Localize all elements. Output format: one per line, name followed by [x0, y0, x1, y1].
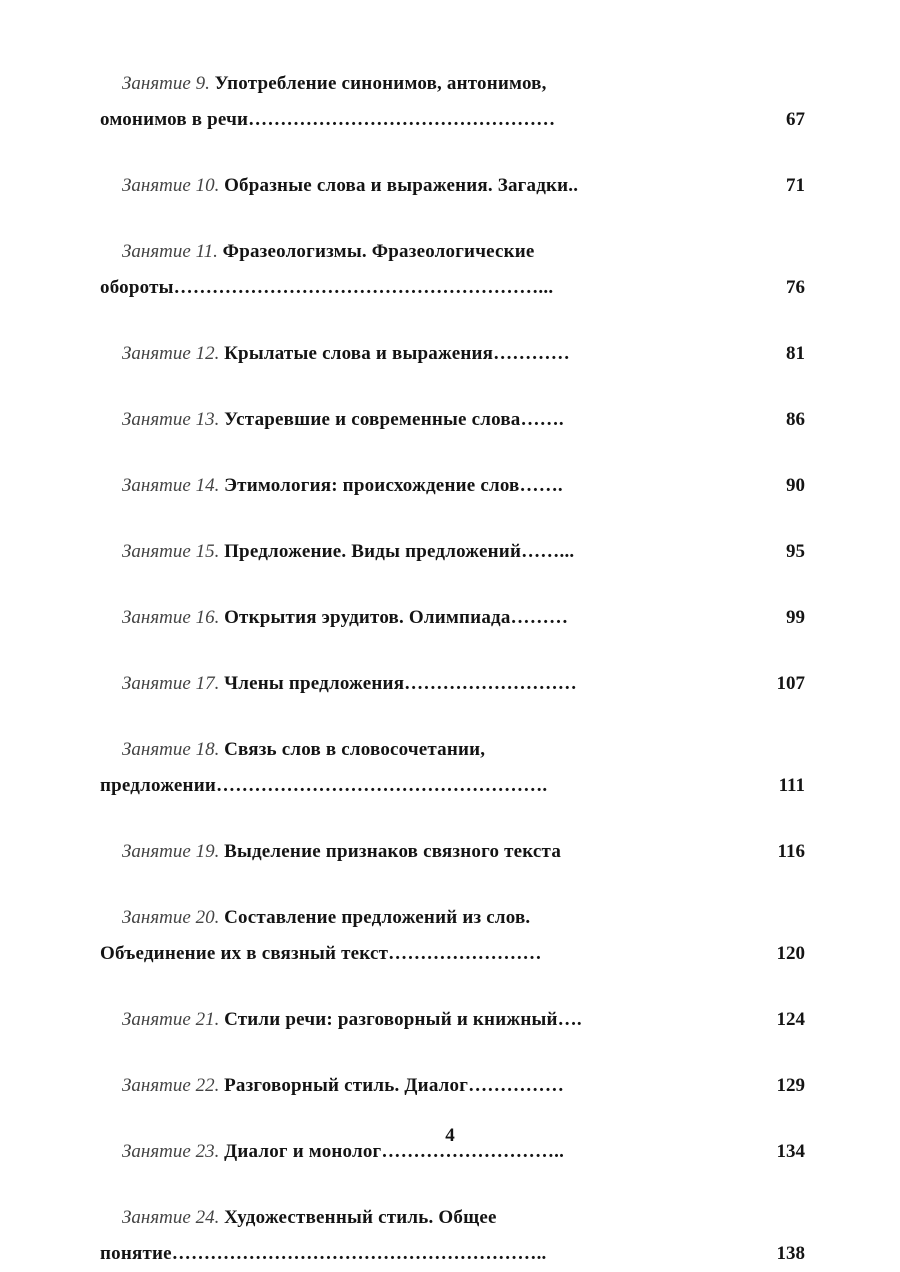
page-number: 90: [786, 475, 805, 496]
lesson-label: Занятие 15.: [122, 541, 220, 562]
lesson-title: Открытия эрудитов. Олимпиада………: [224, 607, 569, 628]
toc-entry: [100, 834, 805, 870]
lesson-title: Связь слов в словосочетании,: [224, 739, 486, 760]
lesson-title: Разговорный стиль. Диалог……………: [224, 1075, 565, 1096]
toc-entry: [100, 900, 805, 972]
page-number: 76: [786, 277, 805, 298]
lesson-label: Занятие 24.: [122, 1207, 220, 1228]
toc-entry-line: [100, 270, 805, 306]
toc-entry: [100, 1068, 805, 1104]
toc-entry-line: [100, 534, 805, 570]
toc-entry-line: [100, 666, 805, 702]
lesson-title: Выделение признаков связного текста: [224, 841, 562, 862]
toc-entry-line: [100, 168, 805, 204]
lesson-title: Крылатые слова и выражения…………: [224, 343, 570, 364]
toc-entry: [100, 1002, 805, 1038]
page-number: 67: [786, 109, 805, 130]
toc-entry: [100, 168, 805, 204]
lesson-label: Занятие 14.: [122, 475, 220, 496]
page-number: 134: [776, 1141, 805, 1162]
page-number: 138: [776, 1243, 805, 1264]
toc-entry: [100, 732, 805, 804]
page-number: 107: [776, 673, 805, 694]
toc-entry-line: [100, 834, 805, 870]
lesson-label: Занятие 21.: [122, 1009, 220, 1030]
toc-entry-line: [100, 768, 805, 804]
toc-entry-line: [100, 732, 805, 768]
page-number: 99: [786, 607, 805, 628]
lesson-title: Этимология: происхождение слов…….: [224, 475, 563, 496]
lesson-title-continued: понятие…………………………………………………..: [100, 1243, 547, 1264]
toc-entry: [100, 1200, 805, 1272]
lesson-label: Занятие 20.: [122, 907, 220, 928]
toc-entry-line: [100, 900, 805, 936]
page-number: 95: [786, 541, 805, 562]
table-of-contents: [100, 66, 805, 1272]
toc-entry-line: [100, 1200, 805, 1236]
page-number: 111: [778, 775, 805, 796]
toc-entry-line: [100, 336, 805, 372]
page-number: 71: [786, 175, 805, 196]
lesson-title: Диалог и монолог………………………..: [224, 1141, 565, 1162]
toc-entry: [100, 336, 805, 372]
toc-entry-line: [100, 936, 805, 972]
toc-entry-line: [100, 1002, 805, 1038]
page-number: 116: [777, 841, 805, 862]
lesson-label: Занятие 16.: [122, 607, 220, 628]
lesson-label: Занятие 17.: [122, 673, 220, 694]
lesson-label: Занятие 12.: [122, 343, 220, 364]
lesson-label: Занятие 23.: [122, 1141, 220, 1162]
toc-entry: [100, 234, 805, 306]
lesson-label: Занятие 9.: [122, 73, 210, 94]
lesson-title: Фразеологизмы. Фразеологические: [222, 241, 535, 262]
lesson-label: Занятие 19.: [122, 841, 220, 862]
lesson-title-continued: обороты…………………………………………………...: [100, 277, 554, 298]
page-number: 124: [776, 1009, 805, 1030]
toc-entry: [100, 666, 805, 702]
lesson-title: Предложение. Виды предложений……...: [224, 541, 575, 562]
toc-entry-line: [100, 468, 805, 504]
lesson-title: Составление предложений из слов.: [224, 907, 531, 928]
toc-entry-line: [100, 102, 805, 138]
lesson-title: Употребление синонимов, антонимов,: [214, 73, 547, 94]
toc-entry-line: [100, 1068, 805, 1104]
toc-entry: [100, 468, 805, 504]
lesson-label: Занятие 18.: [122, 739, 220, 760]
toc-entry: [100, 600, 805, 636]
lesson-title: Стили речи: разговорный и книжный….: [224, 1009, 582, 1030]
lesson-label: Занятие 11.: [122, 241, 218, 262]
toc-entry: [100, 402, 805, 438]
toc-entry: [100, 534, 805, 570]
page-number: 129: [776, 1075, 805, 1096]
toc-entry-line: [100, 66, 805, 102]
page-number: 81: [786, 343, 805, 364]
lesson-title-continued: омонимов в речи…………………………………………: [100, 109, 556, 130]
lesson-label: Занятие 10.: [122, 175, 220, 196]
lesson-title: Образные слова и выражения. Загадки..: [224, 175, 579, 196]
lesson-title: Художественный стиль. Общее: [224, 1207, 497, 1228]
page-number: 120: [776, 943, 805, 964]
lesson-title: Члены предложения………………………: [224, 673, 577, 694]
lesson-label: Занятие 13.: [122, 409, 220, 430]
toc-entry-line: [100, 402, 805, 438]
toc-entry-line: [100, 1236, 805, 1272]
toc-entry-line: [100, 600, 805, 636]
toc-entry-line: [100, 234, 805, 270]
lesson-title-continued: Объединение их в связный текст……………………: [100, 943, 542, 964]
lesson-title: Устаревшие и современные слова…….: [224, 409, 564, 430]
page-number: 86: [786, 409, 805, 430]
page-footer-number: 4: [445, 1125, 455, 1146]
toc-entry: [100, 66, 805, 138]
lesson-label: Занятие 22.: [122, 1075, 220, 1096]
lesson-title-continued: предложении…………………………………………….: [100, 775, 548, 796]
